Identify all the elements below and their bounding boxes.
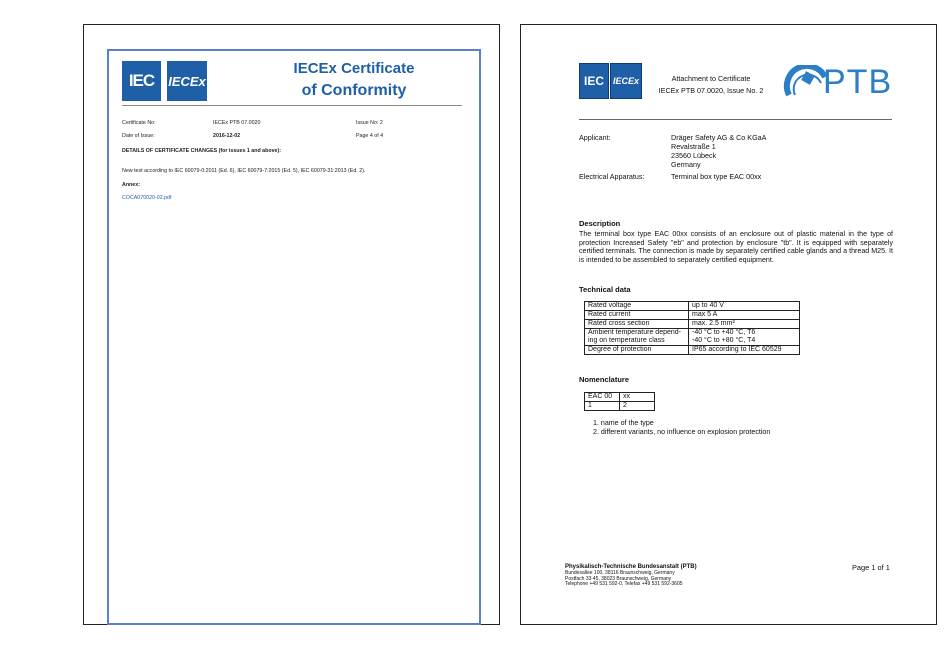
changes-text: New test according to IEC 60079-0:2011 (Ed. 6), IEC 60079-7:2015 (Ed. 5), IEC 60079-31:2013 (Ed. 2). xyxy=(122,168,366,174)
table-row xyxy=(585,346,800,355)
apparatus-label: Electrical Apparatus: xyxy=(579,172,645,181)
date-of-issue-label: Date of Issue: xyxy=(122,133,155,139)
annex-label: Annex: xyxy=(122,182,140,188)
footer-institution: Physikalisch-Technische Bundesanstalt (PTB) xyxy=(565,564,697,570)
table-cell: Rated cross section xyxy=(585,320,689,329)
list-item: 2. different variants, no influence on explosion protection xyxy=(593,428,771,436)
table-row xyxy=(585,320,800,329)
attachment-heading xyxy=(646,73,776,97)
title-line-1: IECEx Certificate xyxy=(293,60,415,77)
header-divider xyxy=(579,119,892,120)
table-cell: EAC 00 xyxy=(585,393,620,402)
table-row xyxy=(585,329,800,338)
attachment-line-2: IECEx PTB 07.0020, Issue No. 2 xyxy=(658,86,764,95)
changes-heading: DETAILS OF CERTIFICATE CHANGES (for issues 1 and above): xyxy=(122,148,282,154)
footer-address xyxy=(565,563,697,588)
issue-no: Issue No: 2 xyxy=(356,120,383,126)
certificate-no: IECEx PTB 07.0020 xyxy=(213,120,261,126)
table-cell: ing on temperature class xyxy=(585,337,689,346)
certificate-no-label: Certificate No: xyxy=(122,120,156,126)
table-cell: -40 °C to +40 °C, T6 xyxy=(689,329,800,338)
apparatus-value: Terminal box type EAC 00xx xyxy=(671,172,762,181)
footer-line: Telephone +49 531 592-0, Telefax +49 531 592-3605 xyxy=(565,581,683,588)
iec-logo: IEC xyxy=(579,63,609,99)
title-line-2: of Conformity xyxy=(301,82,407,99)
table-row xyxy=(585,337,800,346)
table-cell: 2 xyxy=(620,402,655,411)
table-row xyxy=(585,402,655,411)
table-cell: max. 2.5 mm² xyxy=(689,320,800,329)
table-cell: Ambient temperature depend- xyxy=(585,329,689,338)
iecex-logo: IECEx xyxy=(610,63,642,99)
applicant-label: Applicant: xyxy=(579,133,611,142)
nomenclature-heading: Nomenclature xyxy=(579,375,630,384)
description-heading: Description xyxy=(579,219,621,228)
technical-data-heading: Technical data xyxy=(579,285,631,294)
certificate-border xyxy=(107,49,481,625)
applicant-line-1: Dräger Safety AG & Co KGaA xyxy=(671,133,767,142)
applicant-line-3: 23560 Lübeck xyxy=(671,151,717,160)
header-divider xyxy=(122,105,462,106)
technical-data-table xyxy=(584,301,800,355)
table-cell: Rated current xyxy=(585,311,689,320)
ptb-logo: PTB xyxy=(823,63,893,101)
table-row xyxy=(585,311,800,320)
attachment-line-1: Attachment to Certificate xyxy=(671,74,751,83)
applicant-line-4: Germany xyxy=(671,160,701,169)
annex-link[interactable]: COCA070020-02.pdf xyxy=(122,195,172,201)
certificate-page-left xyxy=(83,24,500,625)
page-number: Page 1 of 1 xyxy=(852,563,890,572)
table-row xyxy=(585,393,655,402)
table-cell: -40 °C to +80 °C, T4 xyxy=(689,337,800,346)
description-text: The terminal box type EAC 00xx consists of an enclosure out of plastic material in the type of protection Increased Safety "eb" and protection by enclosure "tb". It is equipped with separately certified terminals. The connection is made by separately certified cable glands and a thread M25. It is intended to be assembled to separately certified equipment. xyxy=(579,230,893,264)
iec-logo: IEC xyxy=(122,61,161,101)
table-cell: up to 40 V xyxy=(689,302,800,311)
table-cell: 1 xyxy=(585,402,620,411)
iecex-logo: IECEx xyxy=(167,61,207,101)
date-of-issue: 2016-12-02 xyxy=(213,133,241,139)
table-row xyxy=(585,302,800,311)
table-cell: Rated voltage xyxy=(585,302,689,311)
certificate-page-right xyxy=(520,24,937,625)
table-cell: xx xyxy=(620,393,655,402)
table-cell: IP65 according to IEC 60529 xyxy=(689,346,800,355)
nomenclature-table xyxy=(584,392,655,411)
page-number: Page 4 of 4 xyxy=(356,133,384,139)
list-item: 1. name of the type xyxy=(593,419,654,427)
footer-line: Postfach 33 45, 38023 Braunschweig, Germany xyxy=(565,575,672,582)
table-cell: Degree of protection xyxy=(585,346,689,355)
table-cell: max 5 A xyxy=(689,311,800,320)
applicant-line-2: Revalstraße 1 xyxy=(671,142,716,151)
footer-line: Bundesallee 100, 38116 Braunschweig, Germany xyxy=(565,570,675,576)
certificate-title xyxy=(274,58,434,102)
nomenclature-list xyxy=(593,419,770,437)
